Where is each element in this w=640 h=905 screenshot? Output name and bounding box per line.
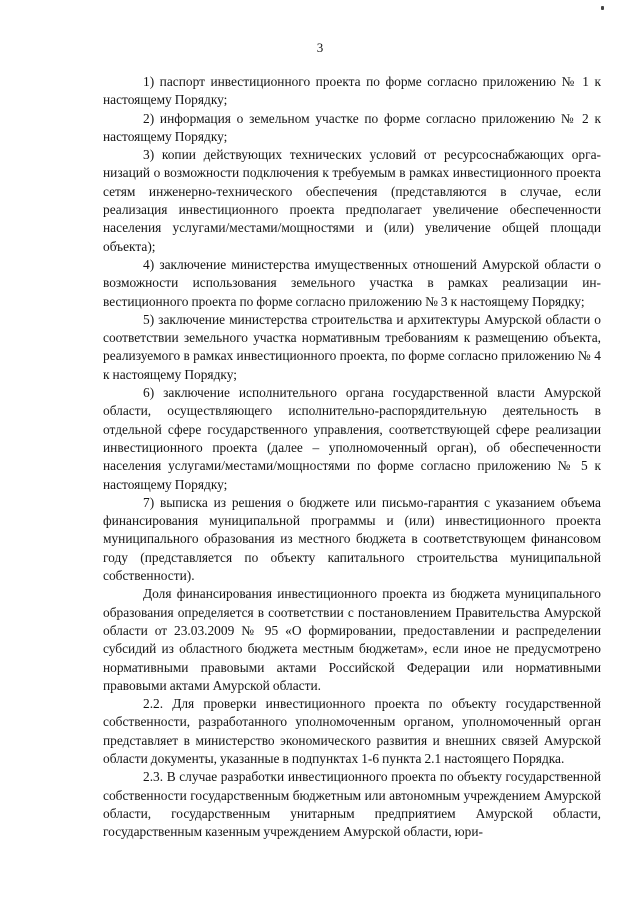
page-number: 3 bbox=[316, 40, 324, 55]
document-body bbox=[103, 73, 601, 841]
paragraph-item-4-property-ministry: 4) заключение министерства имущественных отношений Амурской области о возможности использования земельного участка в рамках реализации инвестиционного проекта по форме согласно приложению № 3 к настоящему Порядку; bbox=[103, 256, 601, 309]
paragraph-section-2-2: 2.2. Для проверки инвестиционного проекта по объекту государственной собственности, разработанного уполномоченным органом, уполномоченный орган представляет в министерство экономического развития и внешних связей Амурской области документы, указанные в подпунктах 1-6 пункта 2.1 настоящего Порядка. bbox=[103, 696, 601, 766]
paragraph-section-2-3: 2.3. В случае разработки инвестиционного проекта по объекту государственной собственности государственным бюджетным или автономным учреждением Амурской области, государственным унитарным предприятием Амурской области, государственным казенным учреждением Амурской области, юри- bbox=[103, 769, 601, 840]
paragraph-item-1-passport: 1) паспорт инвестиционного проекта по форме согласно приложению № 1 к настоящему Порядку; bbox=[103, 74, 601, 108]
scan-speck bbox=[601, 6, 604, 10]
paragraph-item-6-executive-body: 6) заключение исполнительного органа государственной власти Амурской области, осуществляющего исполнительно-распорядительную деятельность в отдельной сфере государственного управления, соответствующей сфере реализации инвестиционного проекта (далее – уполномоченный орган), об обеспеченности населения услугами/местами/мощностями по форме согласно приложению № 5 к настоящему Порядку; bbox=[103, 385, 601, 492]
paragraph-financing-share: Доля финансирования инвестиционного проекта из бюджета муниципального образования определяется в соответствии с постановлением Правительства Амурской области от 23.03.2009 № 95 «О формировании, предоставлении и распределении субсидий из областного бюджета местным бюджетам», если иное не предусмотрено нормативными правовыми актами Российской Федерации или нормативными правовыми актами Амурской области. bbox=[103, 586, 601, 693]
paragraph-item-5-construction-ministry: 5) заключение министерства строительства и архитектуры Амурской области о соответствии земельного участка нормативным требованиям к размещению объекта, реализуемого в рамках инвестиционного проекта, по форме согласно приложению № 4 к настоящему Порядку; bbox=[103, 311, 601, 382]
paragraph-item-3-tech-conditions: 3) копии действующих технических условий от ресурсоснабжающих организаций о возможности подключения к требуемым в рамках инвестиционного проекта сетям инженерно-технического обеспечения (представляются в случае, если реализация инвестиционного проекта предполагает увеличение обеспеченности населения услугами/местами/мощностями и (или) увеличение общей площади объекта); bbox=[103, 147, 601, 254]
paragraph-item-2-land-info: 2) информация о земельном участке по форме согласно приложению № 2 к настоящему Порядку; bbox=[103, 110, 601, 144]
paragraph-item-7-budget-extract: 7) выписка из решения о бюджете или письмо-гарантия с указанием объема финансирования муниципальной программы и (или) инвестиционного проекта муниципального образования из местного бюджета в соответствующем финансовом году (представляется по объекту капитального строительства муниципальной собственности). bbox=[103, 494, 601, 584]
